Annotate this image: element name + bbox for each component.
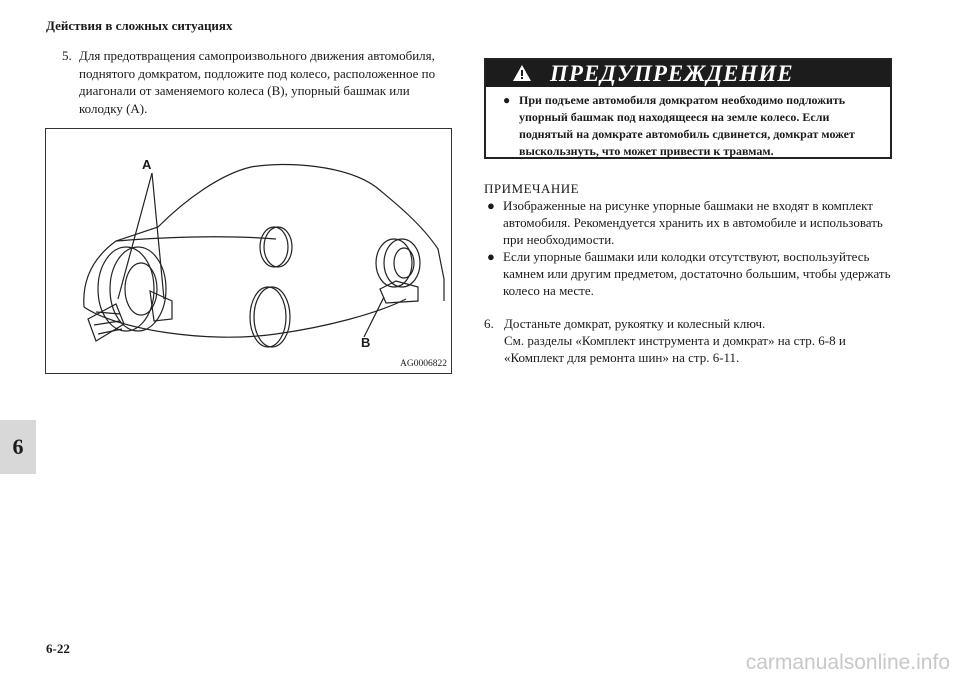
warning-text: При подъеме автомобиля домкратом необходимо подложить упорный башмак под находящееся на земле колесо. Если поднятый на домкрате автомобиль сдвинется, домкрат может выскользнуть, что может привести к травмам. xyxy=(519,93,855,158)
page-number: 6-22 xyxy=(46,641,70,656)
step-5-number: 5. xyxy=(62,48,72,63)
note-item-text: Если упорные башмаки или колодки отсутствуют, воспользуйтесь камнем или другим предметом, достаточно большим, чтобы удержать колесо на месте. xyxy=(503,249,891,298)
warning-title: ПРЕДУПРЕЖДЕНИЕ xyxy=(550,61,794,86)
watermark: carmanualsonline.info xyxy=(745,651,950,674)
warning-box xyxy=(484,58,892,159)
warning-triangle-icon xyxy=(512,64,532,82)
warning-header xyxy=(486,60,890,87)
label-a: A xyxy=(142,157,152,172)
step-6-reference[interactable]: См. разделы «Комплект инструмента и домкрат» на стр. 6-8 и «Комплект для ремонта шин» на стр. 6-11. xyxy=(504,333,846,365)
label-b: B xyxy=(361,335,371,350)
step-6-text: Достаньте домкрат, рукоятку и колесный ключ. xyxy=(504,316,766,331)
section-title: Действия в сложных ситуациях xyxy=(46,18,233,33)
bullet-icon: ● xyxy=(503,93,511,107)
note-title: ПРИМЕЧАНИЕ xyxy=(484,181,580,196)
figure-code: AG0006822 xyxy=(400,359,447,369)
bullet-icon: ● xyxy=(487,249,495,264)
step-6 xyxy=(484,315,904,366)
chapter-tab[interactable]: 6 xyxy=(0,420,36,474)
car-wheel-chocks-illustration xyxy=(46,129,451,373)
warning-body xyxy=(486,87,890,160)
note-item-text: Изображенные на рисунке упорные башмаки не входят в комплект автомобиля. Рекомендуется хранить их в автомобиле и использовать при необходимости. xyxy=(503,198,883,247)
step-5 xyxy=(62,47,452,117)
bullet-icon: ● xyxy=(487,198,495,213)
note-item xyxy=(484,248,904,299)
figure-wheel-chocks xyxy=(45,128,452,374)
step-5-text: Для предотвращения самопроизвольного движения автомобиля, поднятого домкратом, подложите под колесо, расположенное по диагонали от заменяемого колеса (B), упорный башмак или колодку (A). xyxy=(79,48,436,116)
note-section xyxy=(484,180,904,366)
step-6-number: 6. xyxy=(484,316,494,331)
note-item xyxy=(484,197,904,248)
